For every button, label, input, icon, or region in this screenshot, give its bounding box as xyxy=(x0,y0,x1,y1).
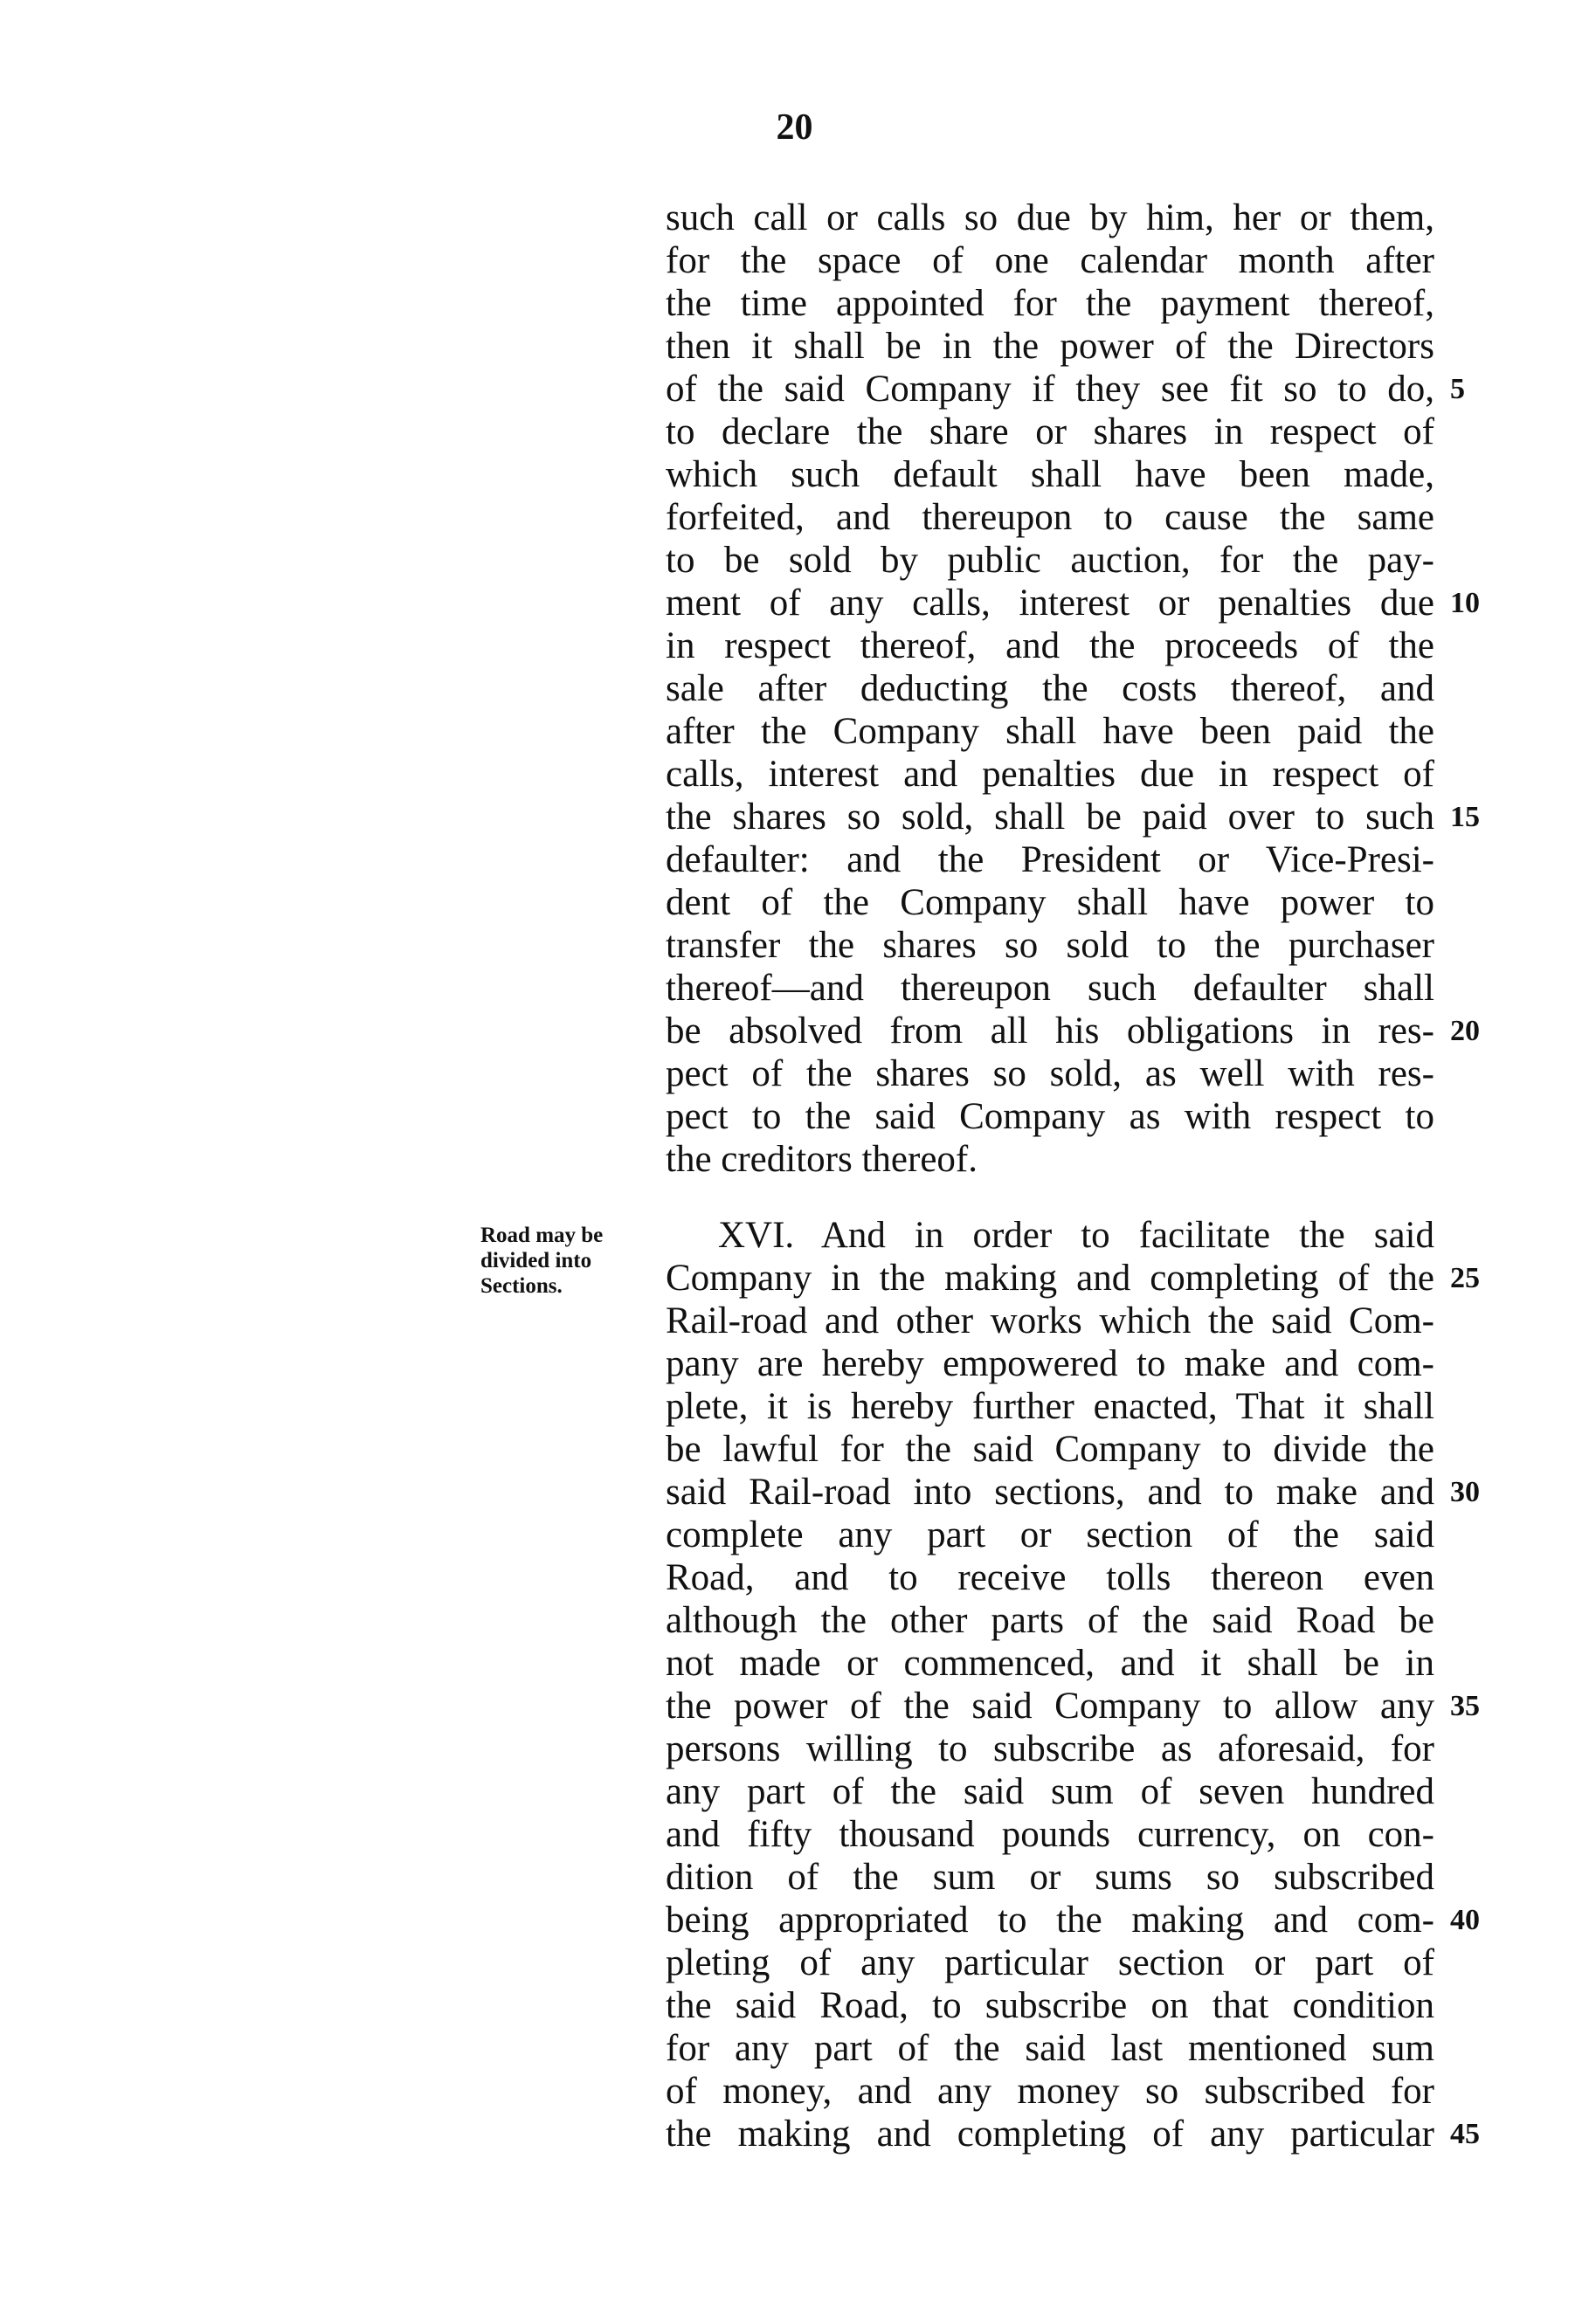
line-number: 40 xyxy=(1450,1904,1480,1936)
text-line: the creditors thereof. xyxy=(666,1139,978,1180)
text-line: defaulter: and the President or Vice-Presi- xyxy=(666,839,1434,880)
text-line: for any part of the said last mentioned sum xyxy=(666,2028,1434,2069)
line-number: 35 xyxy=(1450,1690,1480,1722)
text-line: plete, it is hereby further enacted, That it shall xyxy=(666,1386,1434,1427)
line-number: 5 xyxy=(1450,373,1465,405)
text-line: of the said Company if they see fit so to do, xyxy=(666,369,1434,410)
text-line: ment of any calls, interest or penalties due xyxy=(666,583,1434,624)
text-line: the making and completing of any particular xyxy=(666,2114,1434,2155)
text-line: Rail-road and other works which the said Com- xyxy=(666,1300,1434,1341)
text-line: pect to the said Company as with respect to xyxy=(666,1096,1434,1137)
text-line: the shares so sold, shall be paid over to such xyxy=(666,797,1434,838)
text-line: to be sold by public auction, for the pay- xyxy=(666,540,1434,581)
text-line: Company in the making and completing of the xyxy=(666,1258,1434,1299)
text-line: being appropriated to the making and com- xyxy=(666,1900,1434,1941)
text-line: the said Road, to subscribe on that condition xyxy=(666,1985,1434,2026)
line-number: 15 xyxy=(1450,801,1480,833)
text-line: which such default shall have been made, xyxy=(666,454,1434,495)
text-line: for the space of one calendar month after xyxy=(666,240,1434,281)
text-line: forfeited, and thereupon to cause the same xyxy=(666,497,1434,538)
sidenote-line: Road may be xyxy=(480,1224,604,1247)
text-line: not made or commenced, and it shall be in xyxy=(666,1643,1434,1684)
text-line: be absolved from all his obligations in res- xyxy=(666,1010,1434,1052)
text-line: and fifty thousand pounds currency, on con- xyxy=(666,1814,1434,1855)
sidenote-line: Sections. xyxy=(480,1274,563,1298)
text-line: after the Company shall have been paid the xyxy=(666,711,1434,752)
sidenote-line: divided into xyxy=(480,1249,592,1272)
text-line: said Rail-road into sections, and to make and xyxy=(666,1472,1434,1513)
text-line: then it shall be in the power of the Directors xyxy=(666,326,1434,367)
text-line: pect of the shares so sold, as well with res- xyxy=(666,1053,1434,1094)
text-line: complete any part or section of the said xyxy=(666,1514,1434,1555)
text-line: pany are hereby empowered to make and com- xyxy=(666,1343,1434,1384)
text-line: the time appointed for the payment thereof, xyxy=(666,283,1434,324)
page-number: 20 xyxy=(776,107,813,148)
line-number: 25 xyxy=(1450,1262,1480,1294)
text-line: dition of the sum or sums so subscribed xyxy=(666,1857,1434,1898)
text-line: transfer the shares so sold to the purchaser xyxy=(666,925,1434,966)
text-line: calls, interest and penalties due in respect of xyxy=(666,754,1434,795)
text-line: dent of the Company shall have power to xyxy=(666,882,1434,923)
text-line: although the other parts of the said Road be xyxy=(666,1600,1434,1641)
sidenote xyxy=(480,1223,655,1299)
line-number: 10 xyxy=(1450,587,1480,619)
line-number: 45 xyxy=(1450,2118,1480,2150)
text-line: the power of the said Company to allow any xyxy=(666,1686,1434,1727)
line-number: 20 xyxy=(1450,1015,1480,1047)
text-line: such call or calls so due by him, her or them, xyxy=(666,197,1434,238)
text-line: to declare the share or shares in respect of xyxy=(666,411,1434,452)
text-line: of money, and any money so subscribed for xyxy=(666,2071,1434,2112)
text-line: persons willing to subscribe as aforesaid, for xyxy=(666,1728,1434,1769)
text-line: XVI. And in order to facilitate the said xyxy=(718,1215,1434,1256)
text-line: Road, and to receive tolls thereon even xyxy=(666,1557,1434,1598)
text-line: pleting of any particular section or part of xyxy=(666,1942,1434,1983)
text-line: be lawful for the said Company to divide the xyxy=(666,1429,1434,1470)
text-line: thereof—and thereupon such defaulter shall xyxy=(666,968,1434,1009)
text-line: sale after deducting the costs thereof, and xyxy=(666,668,1434,709)
text-line: in respect thereof, and the proceeds of the xyxy=(666,625,1434,666)
text-line: any part of the said sum of seven hundred xyxy=(666,1771,1434,1812)
line-number: 30 xyxy=(1450,1476,1480,1508)
